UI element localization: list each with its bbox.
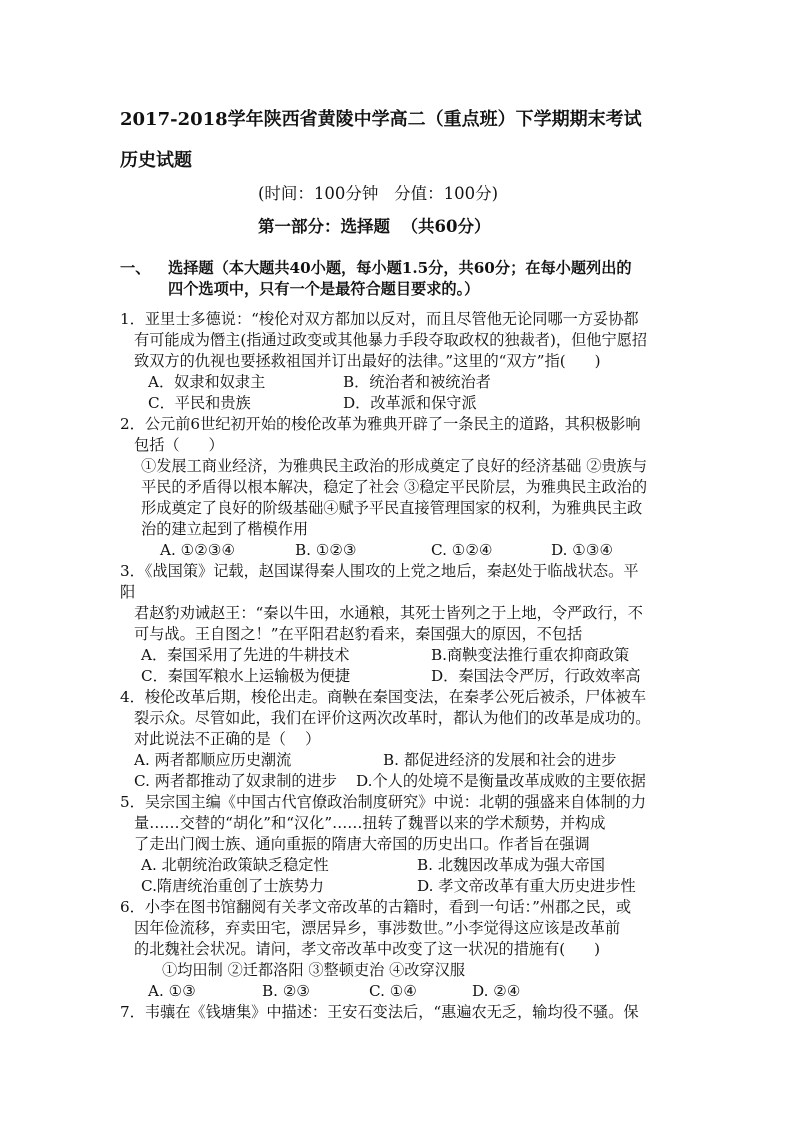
question-1-option-c[interactable]: C．平民和贵族 (148, 394, 251, 412)
question-3-line: 阳 (120, 583, 136, 601)
exam-title-line1: 2017-2018学年陕西省黄陵中学高二（重点班）下学期期末考试 (120, 109, 642, 130)
question-6-line: ①均田制 ②迁都洛阳 ③整顿吏治 ④改穿汉服 (162, 961, 466, 979)
question-3-line: 可与战。王自图之！”在平阳君赵豹看来，秦国强大的原因，不包括 (134, 625, 583, 643)
question-3-line: 3．《战国策》记载，赵国谋得秦人围攻的上党之地后，秦赵处于临战状态。平 (120, 562, 639, 580)
question-5-line: 量……交替的“胡化”和“汉化”……扭转了魏晋以来的学术颓势，并构成 (134, 814, 606, 832)
section-instruction-line2: 四个选项中，只有一个是最符合题目要求的。） (168, 280, 480, 298)
question-3-option-c[interactable]: C．秦国军粮水上运输极为便捷 (141, 667, 351, 685)
question-2-line: 形成奠定了良好的阶级基础④赋予平民直接管理国家的权利，为雅典民主政 (141, 499, 643, 517)
question-2-line: 2．公元前6世纪初开始的梭伦改革为雅典开辟了一条民主的道路，其积极影响 (120, 415, 641, 433)
question-4-option-c[interactable]: C. 两者都推动了奴隶制的进步 (134, 772, 337, 790)
question-1-option-d[interactable]: D．改革派和保守派 (343, 394, 477, 412)
question-6-option-b[interactable]: B. ②③ (262, 982, 311, 1000)
question-4-line: 4．梭伦改革后期，梭伦出走。商鞅在秦国变法，在秦孝公死后被杀，尸体被车 (120, 688, 647, 706)
question-3-option-d[interactable]: D．秦国法令严厉，行政效率高 (431, 667, 641, 685)
question-2-option-d[interactable]: D. ①③④ (551, 541, 614, 559)
question-2-line: 平民的矛盾得以根本解决，稳定了社会 ③稳定平民阶层，为雅典民主政治的 (141, 478, 648, 496)
question-1-line: 1．亚里士多德说：“梭伦对双方都加以反对，而且尽管他无论同哪一方妥协都 (120, 310, 639, 328)
question-4-line: 对此说法不正确的是（ ） (134, 730, 321, 748)
question-3-line: 君赵豹劝诫赵王：“秦以牛田，水通粮，其死士皆列之于上地，令严政行，不 (134, 604, 643, 622)
exam-title-line2: 历史试题 (120, 150, 192, 171)
question-5-line: 5．吴宗国主编《中国古代官僚政治制度研究》中说：北朝的强盛来自体制的力 (120, 793, 647, 811)
question-5-option-a[interactable]: A. 北朝统治政策缺乏稳定性 (141, 856, 329, 874)
question-6-line: 6．小李在图书馆翻阅有关孝文帝改革的古籍时，看到一句话：”州郡之民，或 (120, 898, 632, 916)
question-2-line: ①发展工商业经济，为雅典民主政治的形成奠定了良好的经济基础 ②贵族与 (141, 457, 648, 475)
question-1-option-a[interactable]: A．奴隶和奴隶主 (148, 373, 266, 391)
question-2-option-c[interactable]: C. ①②④ (431, 541, 493, 559)
question-3-option-b[interactable]: B.商鞅变法推行重农抑商政策 (431, 646, 630, 664)
exam-meta: (时间：100分钟 分值：100分) (258, 184, 499, 203)
question-1-line: 致双方的仇视也要拯救祖国并订出最好的法律。”这里的“双方”指( ) (134, 352, 601, 370)
question-6-option-a[interactable]: A. ①③ (148, 982, 196, 1000)
question-2-option-a[interactable]: A. ①②③④ (160, 541, 236, 559)
question-6-option-d[interactable]: D. ②④ (472, 982, 521, 1000)
question-5-option-d[interactable]: D. 孝文帝改革有重大历史进步性 (417, 877, 636, 895)
part-heading: 第一部分：选择题 （共60分） (258, 217, 491, 236)
question-2-line: 治的建立起到了楷模作用 (141, 520, 309, 538)
question-7-line: 7．韦骧在《钱塘集》中描述：王安石变法后，“惠遍农无乏，输均役不骚。保 (120, 1003, 639, 1021)
question-6-line: 因年俭流移，弃卖田宅，漂居异乡，事涉数世。”小李觉得这应该是改革前 (134, 919, 621, 937)
question-2-line: 包括（ ） (134, 436, 224, 454)
question-4-line: 裂示众。尽管如此，我们在评价这两次改革时，都认为他们的改革是成功的。 (134, 709, 651, 727)
question-2-option-b[interactable]: B. ①②③ (295, 541, 357, 559)
question-4-option-b[interactable]: B. 都促进经济的发展和社会的进步 (383, 751, 617, 769)
question-4-option-d[interactable]: D.个人的处境不是衡量改革成败的主要依据 (356, 772, 646, 790)
question-4-option-a[interactable]: A. 两者都顺应历史潮流 (134, 751, 292, 769)
question-5-option-b[interactable]: B. 北魏因改革成为强大帝国 (417, 856, 605, 874)
question-5-line: 了走出门阀士族、通向重振的隋唐大帝国的历史出口。作者旨在强调 (134, 835, 590, 853)
question-6-option-c[interactable]: C. ①④ (369, 982, 417, 1000)
question-1-option-b[interactable]: B．统治者和被统治者 (343, 373, 491, 391)
question-3-option-a[interactable]: A．秦国采用了先进的牛耕技术 (141, 646, 350, 664)
section-instruction-line1: 选择题（本大题共40小题，每小题1.5分，共60分；在每小题列出的 (168, 259, 632, 277)
question-1-line: 有可能成为僭主(指通过政变或其他暴力手段夺取政权的独裁者)，但他宁愿招 (134, 331, 648, 349)
question-6-line: 的北魏社会状况。请问，孝文帝改革中改变了这一状况的措施有( ) (134, 940, 601, 958)
question-5-option-c[interactable]: C.隋唐统治重创了士族势力 (141, 877, 324, 895)
section-number: 一、 (120, 259, 151, 277)
